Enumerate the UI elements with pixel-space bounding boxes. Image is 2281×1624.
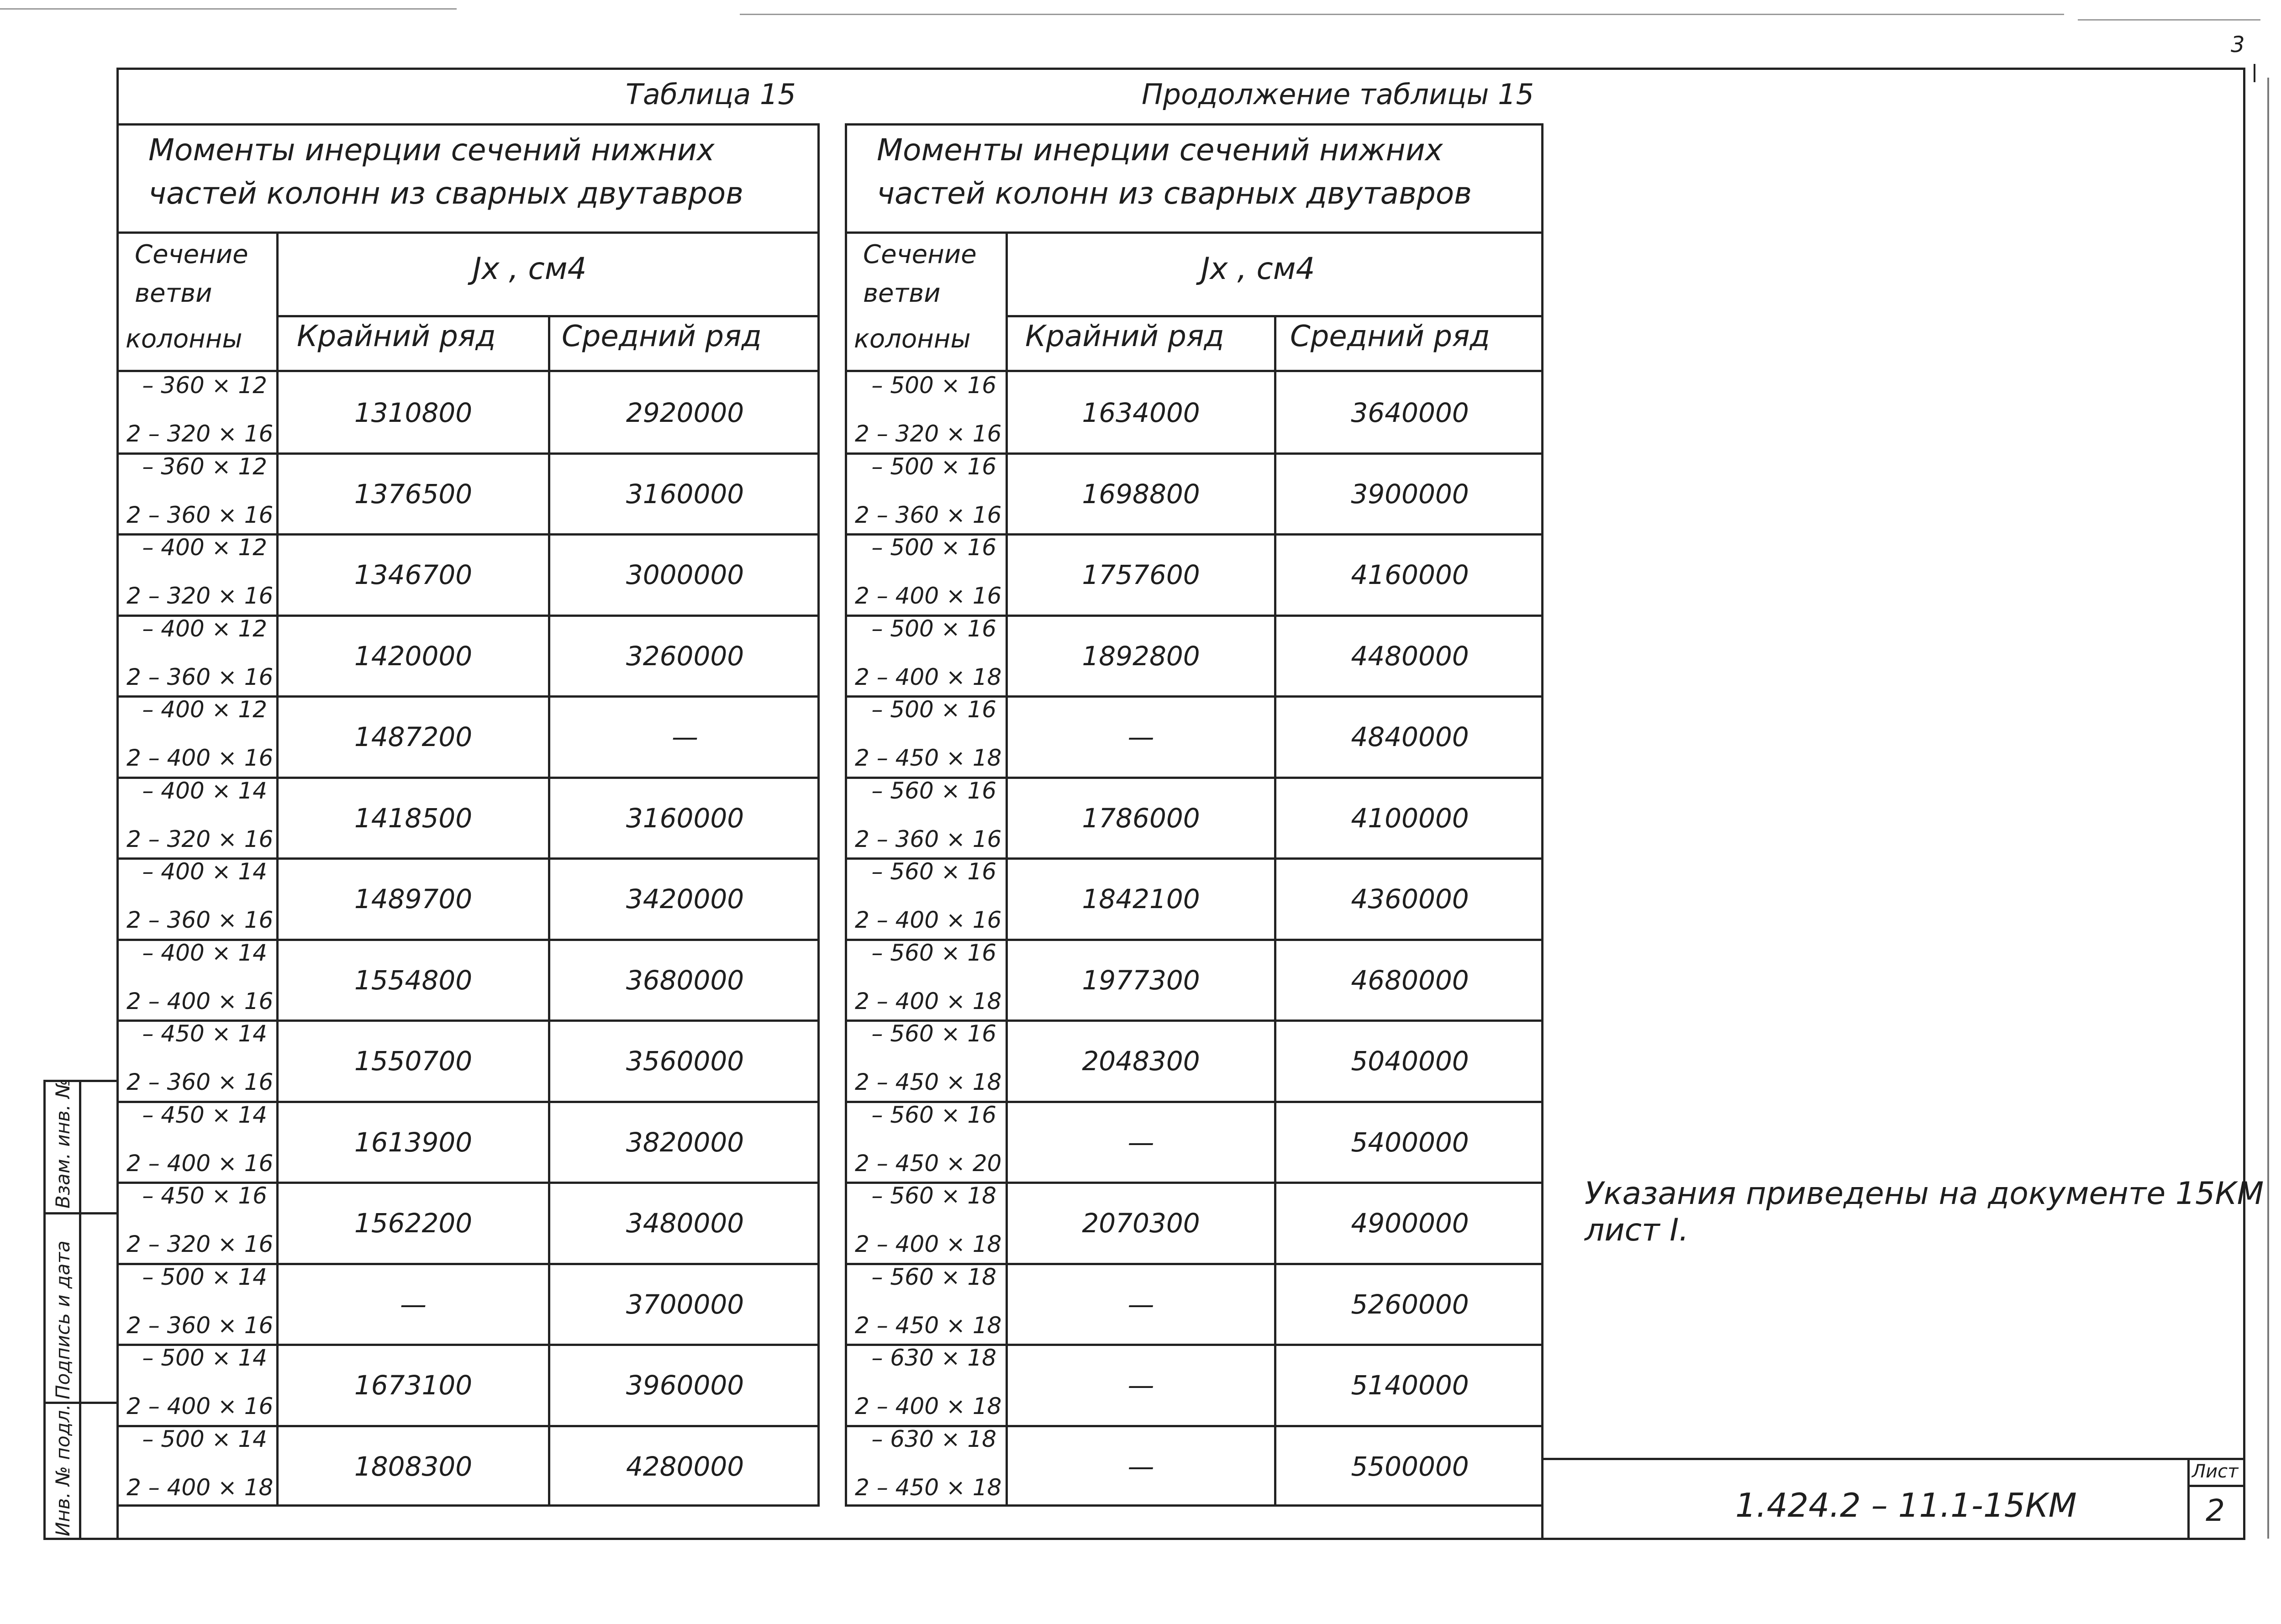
left-middle-value: 3260000 bbox=[626, 641, 744, 672]
side-inv-label: Инв. № подл. bbox=[52, 1404, 74, 1536]
left-section-flanges: 2 – 360 × 16 bbox=[126, 502, 274, 528]
left-col-section-2: ветви bbox=[135, 279, 212, 308]
right-col-middle: Средний ряд bbox=[1290, 320, 1490, 353]
right-section-cell bbox=[845, 1345, 1006, 1426]
left-section-plate: – 360 × 12 bbox=[142, 372, 267, 399]
left-section-cell bbox=[116, 940, 276, 1021]
right-section-cell bbox=[845, 696, 1006, 778]
right-section-flanges: 2 – 320 × 16 bbox=[855, 420, 1002, 447]
left-col-outer: Крайний ряд bbox=[297, 320, 496, 353]
right-middle-value: 3640000 bbox=[1351, 397, 1469, 428]
right-section-cell bbox=[845, 615, 1006, 697]
right-middle-value: 5500000 bbox=[1351, 1451, 1469, 1482]
right-outer-value: 1634000 bbox=[1082, 397, 1200, 428]
right-section-cell bbox=[845, 1020, 1006, 1102]
right-section-cell bbox=[845, 453, 1006, 535]
left-section-cell bbox=[116, 372, 276, 453]
left-section-plate: – 400 × 14 bbox=[142, 940, 267, 966]
left-section-cell bbox=[116, 1426, 276, 1507]
right-section-plate: – 560 × 18 bbox=[871, 1183, 996, 1209]
right-section-cell bbox=[845, 372, 1006, 453]
stamp-sheet-line bbox=[2187, 1485, 2245, 1487]
right-middle-value: 5140000 bbox=[1351, 1370, 1469, 1401]
right-middle-value: 4360000 bbox=[1351, 883, 1469, 914]
right-outer-value: — bbox=[1127, 721, 1154, 752]
left-middle-value: 3420000 bbox=[626, 883, 744, 914]
right-caption-line1: Моменты инерции сечений нижних bbox=[877, 132, 1443, 168]
stamp-sheet-label: Лист bbox=[2192, 1461, 2239, 1482]
stamp-left-line bbox=[1541, 1458, 1543, 1540]
left-outer-value: 1554800 bbox=[354, 965, 473, 996]
left-section-plate: – 400 × 12 bbox=[142, 696, 267, 723]
left-table-body bbox=[116, 372, 820, 1507]
left-section-cell bbox=[116, 615, 276, 697]
right-section-plate: – 560 × 18 bbox=[871, 1264, 996, 1290]
right-outer-value: — bbox=[1127, 1127, 1154, 1158]
right-section-flanges: 2 – 360 × 16 bbox=[855, 502, 1002, 528]
left-middle-value: 3960000 bbox=[626, 1370, 744, 1401]
right-section-flanges: 2 – 400 × 16 bbox=[855, 583, 1002, 609]
left-section-plate: – 500 × 14 bbox=[142, 1426, 267, 1452]
note-line2: лист I. bbox=[1585, 1212, 1689, 1248]
left-section-cell bbox=[116, 1264, 276, 1345]
right-section-cell bbox=[845, 858, 1006, 940]
stamp-code: 1.424.2 – 11.1-15КМ bbox=[1735, 1486, 2077, 1524]
right-middle-value: 5040000 bbox=[1351, 1046, 1469, 1077]
left-outer-value: 1562200 bbox=[354, 1208, 473, 1239]
left-section-flanges: 2 – 400 × 16 bbox=[126, 1393, 274, 1419]
left-outer-value: 1550700 bbox=[354, 1046, 473, 1077]
right-section-flanges: 2 – 450 × 18 bbox=[855, 745, 1002, 771]
left-outer-value: 1487200 bbox=[354, 721, 473, 752]
left-section-flanges: 2 – 400 × 16 bbox=[126, 1150, 274, 1177]
left-middle-value: 3820000 bbox=[626, 1127, 744, 1158]
right-outer-value: — bbox=[1127, 1370, 1154, 1401]
side-vzam-label: Взам. инв. № bbox=[52, 1078, 74, 1209]
right-section-flanges: 2 – 400 × 18 bbox=[855, 1231, 1002, 1257]
right-outer-value: 2048300 bbox=[1082, 1046, 1200, 1077]
left-middle-value: 3160000 bbox=[626, 803, 744, 834]
left-section-flanges: 2 – 360 × 16 bbox=[126, 664, 274, 690]
right-section-cell bbox=[845, 778, 1006, 859]
left-middle-value: 3700000 bbox=[626, 1289, 744, 1320]
left-middle-value: 3680000 bbox=[626, 965, 744, 996]
left-section-flanges: 2 – 320 × 16 bbox=[126, 420, 274, 447]
right-outer-value: 1757600 bbox=[1082, 559, 1200, 590]
right-middle-value: 5400000 bbox=[1351, 1127, 1469, 1158]
right-section-flanges: 2 – 450 × 18 bbox=[855, 1312, 1002, 1339]
left-section-plate: – 400 × 14 bbox=[142, 778, 267, 804]
left-section-plate: – 400 × 12 bbox=[142, 615, 267, 642]
right-caption-line2: частей колонн из сварных двутавров bbox=[877, 176, 1472, 211]
right-section-flanges: 2 – 400 × 18 bbox=[855, 664, 1002, 690]
left-section-flanges: 2 – 320 × 16 bbox=[126, 826, 274, 852]
left-middle-value: 3160000 bbox=[626, 478, 744, 510]
right-table-body bbox=[845, 372, 1543, 1507]
right-section-plate: – 560 × 16 bbox=[871, 940, 996, 966]
left-col-section-3: колонны bbox=[126, 324, 242, 354]
left-section-cell bbox=[116, 858, 276, 940]
left-section-plate: – 360 × 12 bbox=[142, 453, 267, 480]
right-middle-value: 4900000 bbox=[1351, 1208, 1469, 1239]
left-section-cell bbox=[116, 696, 276, 778]
right-section-plate: – 560 × 16 bbox=[871, 1020, 996, 1047]
note-line1: Указания приведены на документе 15КМ bbox=[1585, 1176, 2264, 1212]
right-section-cell bbox=[845, 1426, 1006, 1507]
right-col-outer: Крайний ряд bbox=[1025, 320, 1224, 353]
left-section-cell bbox=[116, 1020, 276, 1102]
left-table bbox=[116, 123, 820, 1507]
right-section-cell bbox=[845, 940, 1006, 1021]
right-col-section-3: колонны bbox=[854, 324, 971, 354]
left-middle-value: 4280000 bbox=[626, 1451, 744, 1482]
left-section-plate: – 500 × 14 bbox=[142, 1345, 267, 1371]
right-middle-value: 4100000 bbox=[1351, 803, 1469, 834]
right-section-plate: – 560 × 16 bbox=[871, 1102, 996, 1128]
right-table-title: Продолжение таблицы 15 bbox=[1142, 78, 1534, 111]
left-outer-value: 1808300 bbox=[354, 1451, 473, 1482]
left-outer-value: 1346700 bbox=[354, 559, 473, 590]
right-outer-value: 1977300 bbox=[1082, 965, 1200, 996]
left-section-flanges: 2 – 360 × 16 bbox=[126, 1069, 274, 1095]
right-outer-value: 1698800 bbox=[1082, 478, 1200, 510]
left-middle-value: 2920000 bbox=[626, 397, 744, 428]
left-table-title: Таблица 15 bbox=[626, 78, 796, 111]
right-middle-value: 3900000 bbox=[1351, 478, 1469, 510]
left-section-plate: – 450 × 14 bbox=[142, 1020, 267, 1047]
right-outer-value: 1842100 bbox=[1082, 883, 1200, 914]
left-section-plate: – 450 × 14 bbox=[142, 1102, 267, 1128]
right-section-flanges: 2 – 450 × 18 bbox=[855, 1069, 1002, 1095]
right-section-flanges: 2 – 400 × 16 bbox=[855, 907, 1002, 933]
right-col-section-2: ветви bbox=[863, 279, 941, 308]
left-col-section-1: Сечение bbox=[135, 240, 248, 269]
right-section-flanges: 2 – 450 × 18 bbox=[855, 1474, 1002, 1501]
side-stamp bbox=[43, 1080, 116, 1540]
right-middle-value: 4840000 bbox=[1351, 721, 1469, 752]
left-section-plate: – 400 × 12 bbox=[142, 534, 267, 561]
right-outer-value: 1786000 bbox=[1082, 803, 1200, 834]
right-outer-value: — bbox=[1127, 1289, 1154, 1320]
left-caption-line1: Моменты инерции сечений нижних bbox=[148, 132, 715, 168]
left-middle-value: — bbox=[672, 721, 698, 752]
right-table bbox=[845, 123, 1543, 1507]
left-section-plate: – 400 × 14 bbox=[142, 858, 267, 885]
right-section-plate: – 500 × 16 bbox=[871, 453, 996, 480]
left-outer-value: — bbox=[400, 1289, 427, 1320]
left-section-flanges: 2 – 400 × 16 bbox=[126, 988, 274, 1014]
left-section-cell bbox=[116, 1345, 276, 1426]
right-section-plate: – 500 × 16 bbox=[871, 534, 996, 561]
left-section-cell bbox=[116, 453, 276, 535]
left-section-cell bbox=[116, 1183, 276, 1264]
right-section-flanges: 2 – 400 × 18 bbox=[855, 988, 1002, 1014]
left-middle-value: 3560000 bbox=[626, 1046, 744, 1077]
right-outer-value: — bbox=[1127, 1451, 1154, 1482]
left-section-flanges: 2 – 400 × 18 bbox=[126, 1474, 274, 1501]
right-section-cell bbox=[845, 534, 1006, 615]
right-middle-value: 4160000 bbox=[1351, 559, 1469, 590]
left-middle-value: 3000000 bbox=[626, 559, 744, 590]
left-outer-value: 1376500 bbox=[354, 478, 473, 510]
stamp-sheet-divider bbox=[2187, 1458, 2190, 1540]
left-col-group: Jx , см4 bbox=[473, 251, 587, 286]
right-section-flanges: 2 – 360 × 16 bbox=[855, 826, 1002, 852]
corner-mark: 3 bbox=[2231, 32, 2245, 58]
right-outer-value: 2070300 bbox=[1082, 1208, 1200, 1239]
left-section-plate: – 500 × 14 bbox=[142, 1264, 267, 1290]
left-section-cell bbox=[116, 534, 276, 615]
left-outer-value: 1310800 bbox=[354, 397, 473, 428]
stamp-top-line bbox=[1541, 1458, 2245, 1460]
left-section-flanges: 2 – 320 × 16 bbox=[126, 583, 274, 609]
right-col-section-1: Сечение bbox=[863, 240, 977, 269]
left-section-flanges: 2 – 400 × 16 bbox=[126, 745, 274, 771]
right-middle-value: 4680000 bbox=[1351, 965, 1469, 996]
left-outer-value: 1418500 bbox=[354, 803, 473, 834]
left-outer-value: 1420000 bbox=[354, 641, 473, 672]
right-section-plate: – 500 × 16 bbox=[871, 696, 996, 723]
left-outer-value: 1489700 bbox=[354, 883, 473, 914]
left-col-middle: Средний ряд bbox=[562, 320, 762, 353]
left-section-flanges: 2 – 360 × 16 bbox=[126, 1312, 274, 1339]
left-outer-value: 1613900 bbox=[354, 1127, 473, 1158]
left-section-flanges: 2 – 320 × 16 bbox=[126, 1231, 274, 1257]
right-section-cell bbox=[845, 1102, 1006, 1183]
side-podpis-label: Подпись и дата bbox=[52, 1240, 74, 1399]
right-section-cell bbox=[845, 1264, 1006, 1345]
left-section-flanges: 2 – 360 × 16 bbox=[126, 907, 274, 933]
right-section-flanges: 2 – 450 × 20 bbox=[855, 1150, 1002, 1177]
right-section-plate: – 560 × 16 bbox=[871, 858, 996, 885]
right-section-plate: – 630 × 18 bbox=[871, 1426, 996, 1452]
left-section-cell bbox=[116, 1102, 276, 1183]
left-outer-value: 1673100 bbox=[354, 1370, 473, 1401]
right-col-group: Jx , см4 bbox=[1201, 251, 1315, 286]
right-section-plate: – 560 × 16 bbox=[871, 778, 996, 804]
left-section-plate: – 450 × 16 bbox=[142, 1183, 267, 1209]
left-section-cell bbox=[116, 778, 276, 859]
right-middle-value: 4480000 bbox=[1351, 641, 1469, 672]
right-section-plate: – 630 × 18 bbox=[871, 1345, 996, 1371]
left-caption-line2: частей колонн из сварных двутавров bbox=[148, 176, 744, 211]
right-section-plate: – 500 × 16 bbox=[871, 615, 996, 642]
right-section-plate: – 500 × 16 bbox=[871, 372, 996, 399]
right-outer-value: 1892800 bbox=[1082, 641, 1200, 672]
left-middle-value: 3480000 bbox=[626, 1208, 744, 1239]
right-middle-value: 5260000 bbox=[1351, 1289, 1469, 1320]
right-section-cell bbox=[845, 1183, 1006, 1264]
right-section-flanges: 2 – 400 × 18 bbox=[855, 1393, 1002, 1419]
stamp-sheet-number: 2 bbox=[2206, 1493, 2225, 1528]
